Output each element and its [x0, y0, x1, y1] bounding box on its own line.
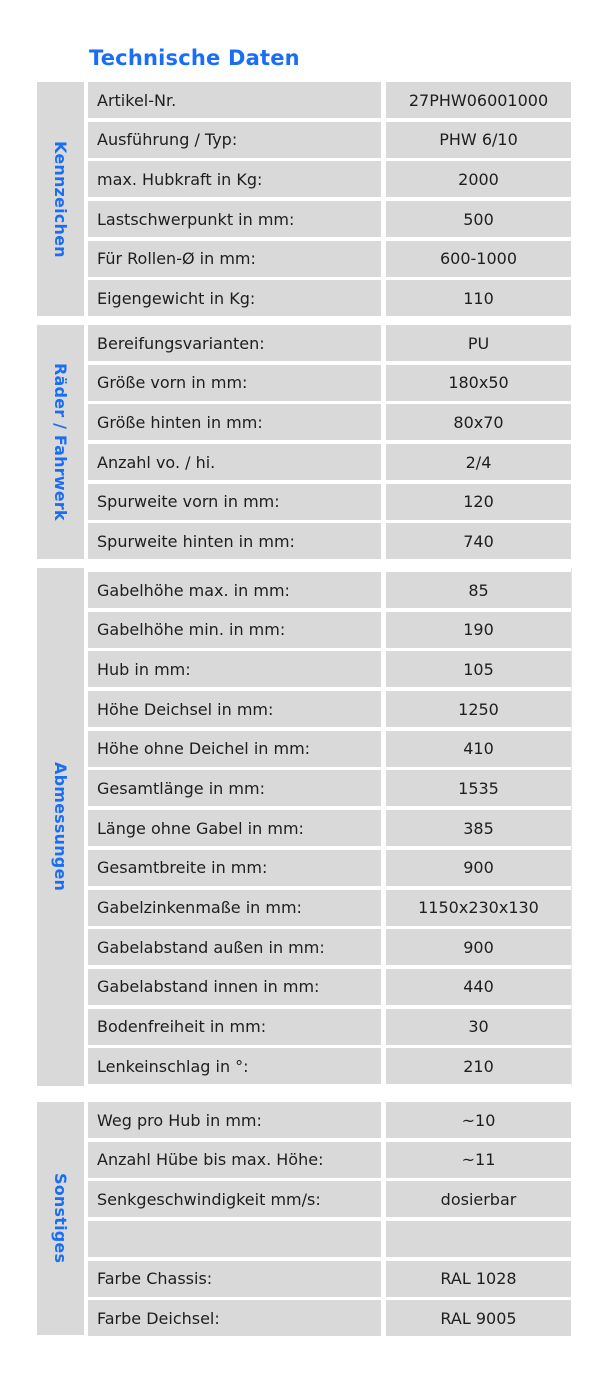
spec-row — [88, 1102, 571, 1138]
spec-label: Länge ohne Gabel in mm: — [88, 810, 381, 846]
spec-label: max. Hubkraft in Kg: — [88, 161, 381, 197]
spec-row — [88, 810, 571, 846]
spec-rows — [88, 82, 571, 316]
spec-row — [88, 484, 571, 520]
spec-row — [88, 691, 571, 727]
spec-row — [88, 365, 571, 401]
spec-label: Bereifungsvarianten: — [88, 325, 381, 361]
spec-value — [386, 1221, 571, 1257]
spec-value: dosierbar — [386, 1181, 571, 1217]
spec-label: Gabelhöhe max. in mm: — [88, 572, 381, 608]
spec-value: 27PHW06001000 — [386, 82, 571, 118]
section-abmessungen — [37, 568, 572, 1086]
spec-row — [88, 201, 571, 237]
spec-row — [88, 241, 571, 277]
spec-rows — [88, 572, 571, 1084]
spec-value: 210 — [386, 1048, 571, 1084]
spec-value: 385 — [386, 810, 571, 846]
spec-row — [88, 1009, 571, 1045]
spec-row — [88, 850, 571, 886]
spec-row — [88, 1181, 571, 1217]
spec-value: RAL 9005 — [386, 1300, 571, 1336]
spec-value: RAL 1028 — [386, 1261, 571, 1297]
spec-label: Gabelabstand innen in mm: — [88, 969, 381, 1005]
spec-label: Höhe Deichsel in mm: — [88, 691, 381, 727]
section-side-header — [37, 82, 84, 316]
section-sonstiges — [37, 1102, 571, 1335]
spec-row — [88, 122, 571, 158]
spec-row — [88, 890, 571, 926]
spec-rows — [88, 1102, 571, 1336]
spec-row — [88, 612, 571, 648]
spec-value: PU — [386, 325, 571, 361]
spec-label: Lastschwerpunkt in mm: — [88, 201, 381, 237]
spec-row — [88, 929, 571, 965]
spec-label: Bodenfreiheit in mm: — [88, 1009, 381, 1045]
spec-row — [88, 82, 571, 118]
spec-value: 105 — [386, 651, 571, 687]
spec-label: Eigengewicht in Kg: — [88, 280, 381, 316]
spec-value: 1535 — [386, 770, 571, 806]
spec-label: Größe vorn in mm: — [88, 365, 381, 401]
spec-value: 600-1000 — [386, 241, 571, 277]
spec-label: Senkgeschwindigkeit mm/s: — [88, 1181, 381, 1217]
spec-label: Größe hinten in mm: — [88, 404, 381, 440]
spec-value: 900 — [386, 929, 571, 965]
spec-label: Hub in mm: — [88, 651, 381, 687]
spec-label: Gesamtlänge in mm: — [88, 770, 381, 806]
section-raeder-fahrwerk — [37, 325, 571, 559]
spec-row — [88, 523, 571, 559]
page-title: Technische Daten — [89, 46, 300, 70]
spec-value: ~10 — [386, 1102, 571, 1138]
spec-row — [88, 161, 571, 197]
section-kennzeichen — [37, 82, 571, 316]
spec-value: 180x50 — [386, 365, 571, 401]
section-side-header — [37, 1102, 84, 1335]
spec-row-empty — [88, 1221, 571, 1257]
spec-value: 1150x230x130 — [386, 890, 571, 926]
spec-row — [88, 572, 571, 608]
spec-row — [88, 1261, 571, 1297]
spec-value: 2/4 — [386, 444, 571, 480]
spec-row — [88, 1142, 571, 1178]
spec-label: Anzahl vo. / hi. — [88, 444, 381, 480]
spec-row — [88, 404, 571, 440]
spec-label: Gabelzinkenmaße in mm: — [88, 890, 381, 926]
spec-rows — [88, 325, 571, 559]
spec-value: 85 — [386, 572, 571, 608]
spec-label: Anzahl Hübe bis max. Höhe: — [88, 1142, 381, 1178]
spec-label: Spurweite vorn in mm: — [88, 484, 381, 520]
section-side-header — [37, 325, 84, 559]
spec-row — [88, 325, 571, 361]
spec-label: Gesamtbreite in mm: — [88, 850, 381, 886]
spec-label: Für Rollen-Ø in mm: — [88, 241, 381, 277]
spec-row — [88, 731, 571, 767]
spec-value: 1250 — [386, 691, 571, 727]
section-title: Räder / Fahrwerk — [51, 363, 70, 521]
spec-label — [88, 1221, 381, 1257]
section-side-header — [37, 568, 84, 1086]
spec-label: Gabelabstand außen in mm: — [88, 929, 381, 965]
spec-label: Weg pro Hub in mm: — [88, 1102, 381, 1138]
spec-label: Ausführung / Typ: — [88, 122, 381, 158]
spec-label: Gabelhöhe min. in mm: — [88, 612, 381, 648]
spec-row — [88, 280, 571, 316]
spec-label: Lenkeinschlag in °: — [88, 1048, 381, 1084]
spec-value: 80x70 — [386, 404, 571, 440]
spec-value: 2000 — [386, 161, 571, 197]
spec-label: Höhe ohne Deichel in mm: — [88, 731, 381, 767]
spec-row — [88, 770, 571, 806]
section-title: Abmessungen — [51, 762, 70, 892]
spec-label: Farbe Chassis: — [88, 1261, 381, 1297]
spec-label: Farbe Deichsel: — [88, 1300, 381, 1336]
spec-row — [88, 1300, 571, 1336]
section-title: Kennzeichen — [51, 140, 70, 258]
spec-label: Artikel-Nr. — [88, 82, 381, 118]
spec-row — [88, 1048, 571, 1084]
section-title: Sonstiges — [51, 1173, 70, 1264]
spec-row — [88, 651, 571, 687]
spec-value: ~11 — [386, 1142, 571, 1178]
spec-label: Spurweite hinten in mm: — [88, 523, 381, 559]
spec-value: 120 — [386, 484, 571, 520]
spec-value: 900 — [386, 850, 571, 886]
spec-value: 740 — [386, 523, 571, 559]
spec-row — [88, 444, 571, 480]
spec-value: 440 — [386, 969, 571, 1005]
spec-value: 410 — [386, 731, 571, 767]
spec-value: PHW 6/10 — [386, 122, 571, 158]
spec-value: 500 — [386, 201, 571, 237]
spec-row — [88, 969, 571, 1005]
spec-value: 110 — [386, 280, 571, 316]
spec-value: 30 — [386, 1009, 571, 1045]
spec-value: 190 — [386, 612, 571, 648]
